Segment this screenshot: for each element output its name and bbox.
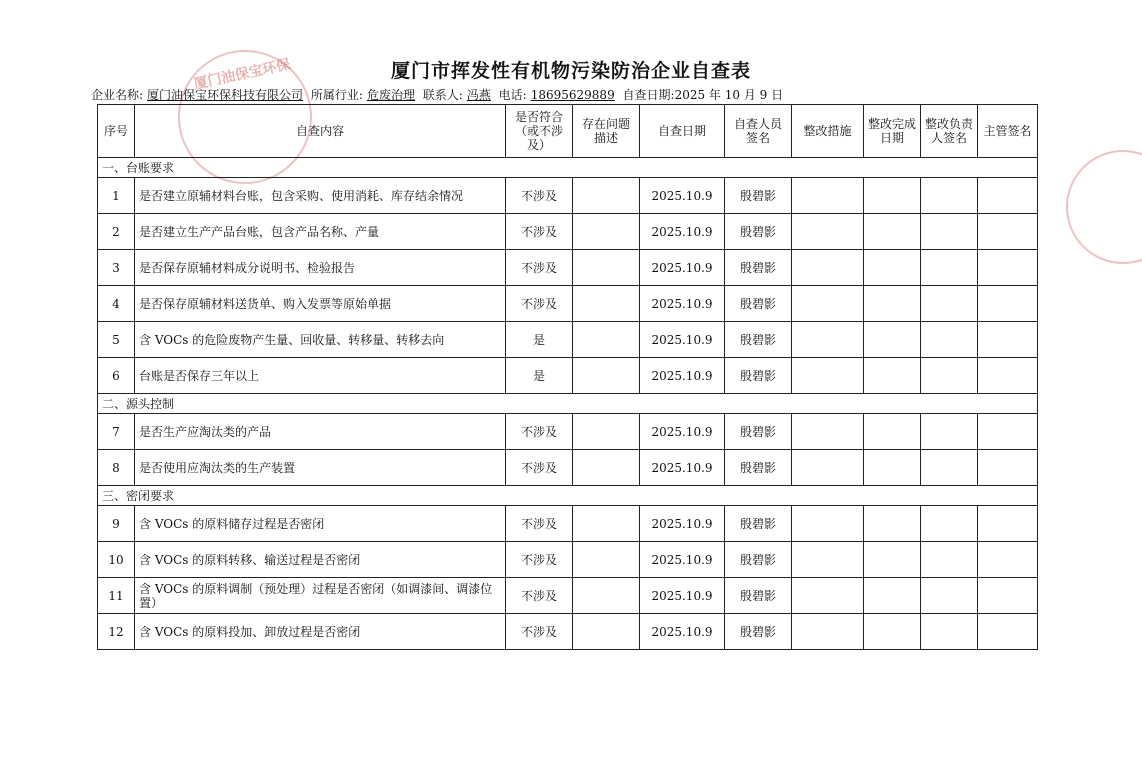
row-inspector: 殷碧影 (725, 358, 792, 394)
section-title: 三、密闭要求 (98, 486, 1038, 506)
row-date: 2025.10.9 (640, 614, 725, 650)
row-no: 6 (98, 358, 135, 394)
row-no: 9 (98, 506, 135, 542)
row-issue (573, 614, 640, 650)
row-content: 台账是否保存三年以上 (135, 358, 506, 394)
row-measures (792, 450, 864, 486)
industry-value: 危废治理 (366, 88, 415, 102)
row-issue (573, 414, 640, 450)
company-seal: 厦门油保宝环保 (166, 38, 325, 197)
section-title: 二、源头控制 (98, 394, 1038, 414)
row-issue (573, 250, 640, 286)
row-comply: 不涉及 (506, 542, 573, 578)
row-inspector: 殷碧影 (725, 414, 792, 450)
header-seq: 序号 (98, 105, 135, 158)
row-responsible (921, 214, 978, 250)
row-finish-date (864, 178, 921, 214)
table-row (98, 178, 1038, 214)
row-content: 是否建立生产产品台账，包含产品名称、产量 (135, 214, 506, 250)
header-comply: 是否符合（或不涉及） (506, 105, 573, 158)
phone-value: 18695629889 (530, 88, 615, 102)
row-measures (792, 214, 864, 250)
row-no: 1 (98, 178, 135, 214)
row-inspector: 殷碧影 (725, 286, 792, 322)
row-issue (573, 578, 640, 614)
row-measures (792, 358, 864, 394)
header-date: 自查日期 (640, 105, 725, 158)
row-issue (573, 214, 640, 250)
self-inspection-table (97, 104, 1038, 650)
row-supervisor (978, 614, 1038, 650)
row-issue (573, 450, 640, 486)
section-title: 一、台账要求 (98, 158, 1038, 178)
header-finish-date: 整改完成日期 (864, 105, 921, 158)
header-issue: 存在问题描述 (573, 105, 640, 158)
header-measures: 整改措施 (792, 105, 864, 158)
table-row (98, 506, 1038, 542)
row-supervisor (978, 322, 1038, 358)
row-date: 2025.10.9 (640, 542, 725, 578)
row-finish-date (864, 214, 921, 250)
row-responsible (921, 450, 978, 486)
row-responsible (921, 358, 978, 394)
header-row (98, 105, 1038, 158)
page-edge-seal (1066, 150, 1142, 264)
row-measures (792, 178, 864, 214)
row-issue (573, 286, 640, 322)
table-row (98, 286, 1038, 322)
row-finish-date (864, 322, 921, 358)
table-row (98, 322, 1038, 358)
row-content: 含 VOCs 的原料投加、卸放过程是否密闭 (135, 614, 506, 650)
row-responsible (921, 322, 978, 358)
row-responsible (921, 578, 978, 614)
row-inspector: 殷碧影 (725, 322, 792, 358)
row-responsible (921, 542, 978, 578)
date-label: 自查日期: (622, 88, 675, 102)
row-measures (792, 506, 864, 542)
row-date: 2025.10.9 (640, 214, 725, 250)
row-supervisor (978, 414, 1038, 450)
header-content: 自查内容 (135, 105, 506, 158)
table-row (98, 214, 1038, 250)
row-no: 3 (98, 250, 135, 286)
row-finish-date (864, 578, 921, 614)
row-measures (792, 414, 864, 450)
row-content: 是否使用应淘汰类的生产装置 (135, 450, 506, 486)
row-issue (573, 358, 640, 394)
row-comply: 不涉及 (506, 178, 573, 214)
row-measures (792, 250, 864, 286)
row-comply: 不涉及 (506, 506, 573, 542)
row-finish-date (864, 450, 921, 486)
row-measures (792, 578, 864, 614)
row-date: 2025.10.9 (640, 286, 725, 322)
row-content: 含 VOCs 的危险废物产生量、回收量、转移量、转移去向 (135, 322, 506, 358)
table-row (98, 250, 1038, 286)
row-finish-date (864, 542, 921, 578)
industry-label: 所属行业: (310, 88, 363, 102)
section-row (98, 394, 1038, 414)
table-row (98, 614, 1038, 650)
row-measures (792, 614, 864, 650)
row-inspector: 殷碧影 (725, 614, 792, 650)
header-responsible: 整改负责人签名 (921, 105, 978, 158)
row-comply: 不涉及 (506, 614, 573, 650)
row-responsible (921, 414, 978, 450)
row-date: 2025.10.9 (640, 506, 725, 542)
table-row (98, 578, 1038, 614)
row-supervisor (978, 358, 1038, 394)
header-supervisor: 主管签名 (978, 105, 1038, 158)
row-finish-date (864, 614, 921, 650)
row-inspector: 殷碧影 (725, 506, 792, 542)
row-responsible (921, 286, 978, 322)
row-finish-date (864, 414, 921, 450)
row-finish-date (864, 358, 921, 394)
date-value: 2025 年 10 月 9 日 (674, 88, 784, 102)
page-title: 厦门市挥发性有机物污染防治企业自查表 (390, 60, 751, 82)
row-content: 是否保存原辅材料送货单、购入发票等原始单据 (135, 286, 506, 322)
row-supervisor (978, 450, 1038, 486)
row-no: 2 (98, 214, 135, 250)
row-supervisor (978, 578, 1038, 614)
row-measures (792, 322, 864, 358)
row-responsible (921, 178, 978, 214)
phone-label: 电话: (498, 88, 527, 102)
header-inspector: 自查人员签名 (725, 105, 792, 158)
row-inspector: 殷碧影 (725, 542, 792, 578)
row-comply: 是 (506, 322, 573, 358)
row-supervisor (978, 214, 1038, 250)
row-content: 含 VOCs 的原料调制（预处理）过程是否密闭（如调漆间、调漆位置） (135, 578, 506, 614)
contact-label: 联系人: (422, 88, 463, 102)
row-no: 5 (98, 322, 135, 358)
row-issue (573, 506, 640, 542)
row-no: 8 (98, 450, 135, 486)
row-date: 2025.10.9 (640, 358, 725, 394)
row-comply: 不涉及 (506, 286, 573, 322)
row-comply: 不涉及 (506, 578, 573, 614)
row-no: 12 (98, 614, 135, 650)
section-row (98, 158, 1038, 178)
row-inspector: 殷碧影 (725, 578, 792, 614)
row-issue (573, 542, 640, 578)
row-inspector: 殷碧影 (725, 178, 792, 214)
table-row (98, 358, 1038, 394)
row-supervisor (978, 250, 1038, 286)
row-finish-date (864, 250, 921, 286)
row-comply: 不涉及 (506, 214, 573, 250)
row-content: 是否建立原辅材料台账，包含采购、使用消耗、库存结余情况 (135, 178, 506, 214)
table-row (98, 450, 1038, 486)
row-comply: 不涉及 (506, 250, 573, 286)
contact-value: 冯燕 (466, 88, 491, 102)
row-content: 是否生产应淘汰类的产品 (135, 414, 506, 450)
row-responsible (921, 250, 978, 286)
row-inspector: 殷碧影 (725, 250, 792, 286)
row-issue (573, 178, 640, 214)
row-comply: 不涉及 (506, 414, 573, 450)
row-responsible (921, 614, 978, 650)
row-no: 10 (98, 542, 135, 578)
section-row (98, 486, 1038, 506)
row-date: 2025.10.9 (640, 250, 725, 286)
row-inspector: 殷碧影 (725, 450, 792, 486)
row-comply: 是 (506, 358, 573, 394)
row-inspector: 殷碧影 (725, 214, 792, 250)
row-finish-date (864, 286, 921, 322)
row-finish-date (864, 506, 921, 542)
row-no: 7 (98, 414, 135, 450)
row-supervisor (978, 286, 1038, 322)
row-date: 2025.10.9 (640, 578, 725, 614)
company-info-line (91, 86, 1051, 103)
row-measures (792, 542, 864, 578)
row-content: 含 VOCs 的原料储存过程是否密闭 (135, 506, 506, 542)
row-content: 是否保存原辅材料成分说明书、检验报告 (135, 250, 506, 286)
table-row (98, 542, 1038, 578)
company-label: 企业名称: (91, 88, 144, 102)
company-value: 厦门油保宝环保科技有限公司 (147, 88, 304, 102)
row-issue (573, 322, 640, 358)
row-comply: 不涉及 (506, 450, 573, 486)
row-supervisor (978, 542, 1038, 578)
row-measures (792, 286, 864, 322)
row-supervisor (978, 506, 1038, 542)
row-no: 4 (98, 286, 135, 322)
row-date: 2025.10.9 (640, 322, 725, 358)
table-row (98, 414, 1038, 450)
row-responsible (921, 506, 978, 542)
row-content: 含 VOCs 的原料转移、输送过程是否密闭 (135, 542, 506, 578)
row-date: 2025.10.9 (640, 178, 725, 214)
row-date: 2025.10.9 (640, 450, 725, 486)
row-date: 2025.10.9 (640, 414, 725, 450)
row-supervisor (978, 178, 1038, 214)
row-no: 11 (98, 578, 135, 614)
